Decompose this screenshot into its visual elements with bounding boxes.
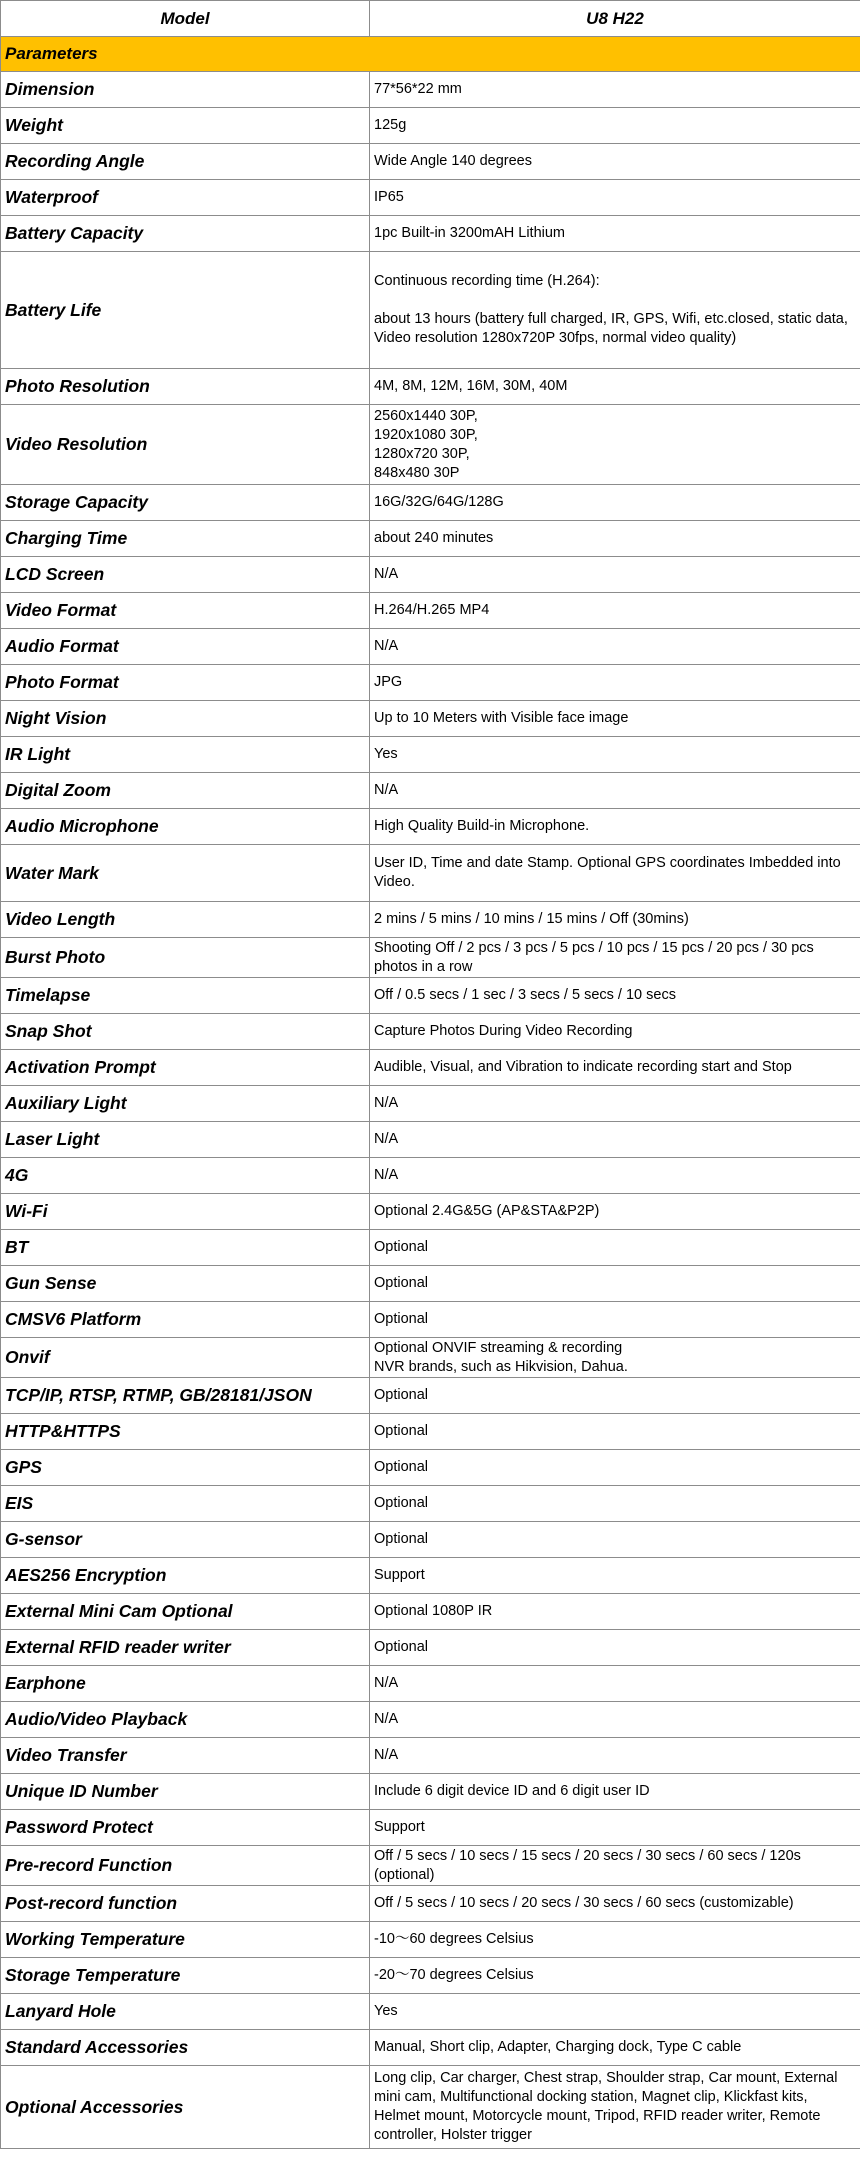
table-row [1,72,860,108]
table-row [1,1994,860,2030]
parameter-label: External Mini Cam Optional [1,1594,370,1630]
table-row [1,1666,860,1702]
parameter-value: High Quality Build-in Microphone. [370,809,860,845]
parameter-value: Optional [370,1230,860,1266]
parameter-label: 4G [1,1158,370,1194]
table-row [1,1486,860,1522]
parameter-label: CMSV6 Platform [1,1302,370,1338]
parameter-value: 4M, 8M, 12M, 16M, 30M, 40M [370,369,860,405]
parameter-value: Optional 2.4G&5G (AP&STA&P2P) [370,1194,860,1230]
parameter-label: Dimension [1,72,370,108]
parameter-label: G-sensor [1,1522,370,1558]
parameter-label: Working Temperature [1,1922,370,1958]
parameter-label: HTTP&HTTPS [1,1414,370,1450]
parameter-label: Storage Temperature [1,1958,370,1994]
parameter-label: Water Mark [1,845,370,902]
model-label: Model [1,1,370,37]
parameter-label: Standard Accessories [1,2030,370,2066]
parameter-value: Optional [370,1450,860,1486]
parameter-value: 16G/32G/64G/128G [370,485,860,521]
parameter-label: Night Vision [1,701,370,737]
table-row [1,1014,860,1050]
parameter-label: Audio/Video Playback [1,1702,370,1738]
table-row [1,938,860,978]
parameter-label: Activation Prompt [1,1050,370,1086]
table-row [1,845,860,902]
parameter-value: JPG [370,665,860,701]
parameter-value: Audible, Visual, and Vibration to indicate recording start and Stop [370,1050,860,1086]
parameter-value: H.264/H.265 MP4 [370,593,860,629]
parameter-label: Wi-Fi [1,1194,370,1230]
parameter-label: Laser Light [1,1122,370,1158]
parameter-label: Burst Photo [1,938,370,978]
parameter-value: Include 6 digit device ID and 6 digit user ID [370,1774,860,1810]
parameter-value: Off / 0.5 secs / 1 sec / 3 secs / 5 secs / 10 secs [370,978,860,1014]
table-row [1,1522,860,1558]
parameter-value: Optional [370,1266,860,1302]
table-row [1,1302,860,1338]
table-row [1,978,860,1014]
table-row [1,1230,860,1266]
table-row [1,2030,860,2066]
parameter-label: Lanyard Hole [1,1994,370,2030]
table-row [1,1266,860,1302]
table-row [1,593,860,629]
parameter-value: IP65 [370,180,860,216]
table-row [1,1958,860,1994]
parameter-value: Optional [370,1486,860,1522]
parameter-value: User ID, Time and date Stamp. Optional GPS coordinates Imbedded into Video. [370,845,860,902]
parameter-value: Optional 1080P IR [370,1594,860,1630]
parameter-label: GPS [1,1450,370,1486]
parameter-label: Battery Life [1,252,370,369]
table-row [1,629,860,665]
section-title: Parameters [1,37,860,72]
table-row [1,1630,860,1666]
parameter-label: Timelapse [1,978,370,1014]
table-row [1,1738,860,1774]
parameter-value: N/A [370,1738,860,1774]
parameter-value: about 240 minutes [370,521,860,557]
header-row [1,1,860,37]
parameter-label: Auxiliary Light [1,1086,370,1122]
parameter-value: Continuous recording time (H.264): about 13 hours (battery full charged, IR, GPS, Wifi, etc.closed, static data, Video resolution 1280x720P 30fps, normal video quality) [370,252,860,369]
table-row [1,1886,860,1922]
table-row [1,108,860,144]
parameter-label: Optional Accessories [1,2066,370,2149]
parameter-value: Off / 5 secs / 10 secs / 20 secs / 30 secs / 60 secs (customizable) [370,1886,860,1922]
parameter-label: Onvif [1,1338,370,1378]
parameter-value: -10～60 degrees Celsius [370,1922,860,1958]
parameter-value: 2560x1440 30P, 1920x1080 30P, 1280x720 30P, 848x480 30P [370,405,860,485]
parameter-label: Waterproof [1,180,370,216]
parameter-value: N/A [370,1666,860,1702]
parameter-value: Optional [370,1302,860,1338]
table-row [1,1922,860,1958]
parameter-value: 2 mins / 5 mins / 10 mins / 15 mins / Off (30mins) [370,902,860,938]
parameter-value: Capture Photos During Video Recording [370,1014,860,1050]
parameter-value: Long clip, Car charger, Chest strap, Shoulder strap, Car mount, External mini cam, Multifunctional docking station, Magnet clip, Klickfast kits, Helmet mount, Motorcycle mount, Tripod, RFID reader writer, Remote controller, Holster trigger [370,2066,860,2149]
parameter-label: Storage Capacity [1,485,370,521]
parameter-value: Optional [370,1414,860,1450]
parameter-value: Optional ONVIF streaming & recording NVR brands, such as Hikvision, Dahua. [370,1338,860,1378]
parameter-label: EIS [1,1486,370,1522]
model-value: U8 H22 [370,1,860,37]
table-row [1,1414,860,1450]
table-row [1,1774,860,1810]
table-row [1,1810,860,1846]
table-row [1,521,860,557]
parameter-value: Off / 5 secs / 10 secs / 15 secs / 20 secs / 30 secs / 60 secs / 120s (optional) [370,1846,860,1886]
parameter-value: N/A [370,1122,860,1158]
table-row [1,405,860,485]
parameter-value: 125g [370,108,860,144]
parameter-value: N/A [370,773,860,809]
parameter-label: BT [1,1230,370,1266]
table-row [1,773,860,809]
parameter-value: Shooting Off / 2 pcs / 3 pcs / 5 pcs / 10 pcs / 15 pcs / 20 pcs / 30 pcs photos in a row [370,938,860,978]
parameter-value: N/A [370,1702,860,1738]
parameter-label: Audio Format [1,629,370,665]
parameter-label: Earphone [1,1666,370,1702]
table-row [1,180,860,216]
parameter-value: Yes [370,1994,860,2030]
table-row [1,1050,860,1086]
parameter-label: Pre-record Function [1,1846,370,1886]
table-row [1,1594,860,1630]
table-row [1,809,860,845]
parameter-value: 1pc Built-in 3200mAH Lithium [370,216,860,252]
parameter-value: N/A [370,1158,860,1194]
table-row [1,902,860,938]
table-row [1,216,860,252]
parameter-value: Yes [370,737,860,773]
parameter-label: Battery Capacity [1,216,370,252]
parameter-value: -20～70 degrees Celsius [370,1958,860,1994]
parameter-value: Manual, Short clip, Adapter, Charging dock, Type C cable [370,2030,860,2066]
parameter-label: LCD Screen [1,557,370,593]
table-row [1,1158,860,1194]
parameter-label: Weight [1,108,370,144]
section-row [1,37,860,72]
parameter-label: Video Resolution [1,405,370,485]
parameter-label: Snap Shot [1,1014,370,1050]
parameter-label: Audio Microphone [1,809,370,845]
table-row [1,1558,860,1594]
table-row [1,1378,860,1414]
parameter-label: Recording Angle [1,144,370,180]
parameter-value: Support [370,1558,860,1594]
parameter-value: Optional [370,1630,860,1666]
parameter-value: N/A [370,1086,860,1122]
parameter-value: Up to 10 Meters with Visible face image [370,701,860,737]
parameter-value: N/A [370,557,860,593]
parameter-label: Video Format [1,593,370,629]
table-row [1,701,860,737]
parameter-label: IR Light [1,737,370,773]
parameter-label: Video Length [1,902,370,938]
table-row [1,144,860,180]
table-row [1,369,860,405]
table-row [1,1338,860,1378]
parameter-label: AES256 Encryption [1,1558,370,1594]
table-row [1,1122,860,1158]
parameter-label: External RFID reader writer [1,1630,370,1666]
parameter-label: Gun Sense [1,1266,370,1302]
parameter-label: Post-record function [1,1886,370,1922]
parameter-label: Video Transfer [1,1738,370,1774]
parameter-label: Unique ID Number [1,1774,370,1810]
parameter-label: Photo Resolution [1,369,370,405]
table-row [1,1086,860,1122]
parameter-label: Password Protect [1,1810,370,1846]
parameter-value: Support [370,1810,860,1846]
table-row [1,557,860,593]
table-row [1,1450,860,1486]
parameter-value: N/A [370,629,860,665]
table-row [1,1702,860,1738]
parameter-value: Optional [370,1522,860,1558]
table-row [1,737,860,773]
parameter-value: Optional [370,1378,860,1414]
table-row [1,1194,860,1230]
table-row [1,1846,860,1886]
table-row [1,252,860,369]
table-row [1,485,860,521]
parameter-value: Wide Angle 140 degrees [370,144,860,180]
parameter-value: 77*56*22 mm [370,72,860,108]
table-row [1,2066,860,2149]
parameter-label: Photo Format [1,665,370,701]
parameter-label: Charging Time [1,521,370,557]
table-row [1,665,860,701]
parameter-label: Digital Zoom [1,773,370,809]
parameter-label: TCP/IP, RTSP, RTMP, GB/28181/JSON [1,1378,370,1414]
